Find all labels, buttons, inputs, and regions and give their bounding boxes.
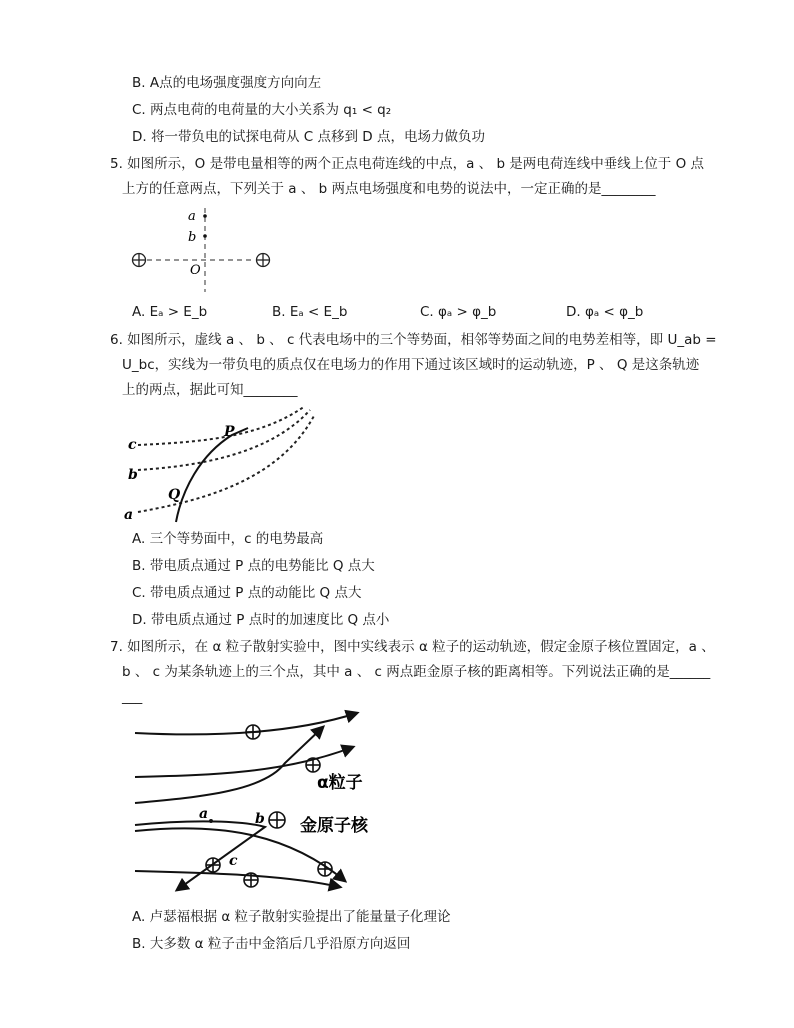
q7-label-nucleus: 金原子核 <box>300 816 368 836</box>
q5-figure <box>125 200 285 300</box>
q5-stem-line1: 5. 如图所示，O 是带电量相等的两个正点电荷连线的中点，a 、 b 是两电荷连线中垂线上位于 O 点 <box>110 156 705 172</box>
q4-option-b: B. A点的电场强度强度方向向左 <box>132 75 322 91</box>
q6-option-d: D. 带电质点通过 P 点时的加速度比 Q 点小 <box>132 612 390 628</box>
q6-stem-line2: U_bc，实线为一带负电的质点仅在电场力的作用下通过该区域时的运动轨迹，P 、 Q 是这条轨迹 <box>122 357 700 373</box>
q5-label-b: b <box>188 230 197 245</box>
q6-label-q: Q <box>168 487 181 503</box>
q6-option-c: C. 带电质点通过 P 点的动能比 Q 点大 <box>132 585 362 601</box>
q7-stem-line3: ___ <box>122 689 143 705</box>
positive-charge-left-icon <box>133 254 146 267</box>
q6-stem-line1: 6. 如图所示，虚线 a 、 b 、 c 代表电场中的三个等势面，相邻等势面之间的电势差相等，即 U_ab = <box>110 332 717 348</box>
q6-label-a: a <box>124 507 134 523</box>
q7-option-a: A. 卢瑟福根据 α 粒子散射实验提出了能量量子化理论 <box>132 909 451 925</box>
q4-option-d: D. 将一带负电的试探电荷从 C 点移到 D 点，电场力做负功 <box>132 129 485 145</box>
q7-label-b: b <box>255 811 265 827</box>
q7-label-c: c <box>229 853 238 869</box>
q6-label-p: P <box>224 424 235 440</box>
q5-option-b: B. Eₐ < E_b <box>272 304 348 320</box>
gold-nucleus-icon <box>206 725 332 887</box>
q7-label-alpha: α粒子 <box>317 773 363 793</box>
q5-option-d: D. φₐ < φ_b <box>566 304 644 320</box>
q7-option-b: B. 大多数 α 粒子击中金箔后几乎沿原方向返回 <box>132 936 411 952</box>
q7-stem-line2: b 、 c 为某条轨迹上的三个点，其中 a 、 c 两点距金原子核的距离相等。下列说法正确的是______ <box>122 664 711 680</box>
q6-option-b: B. 带电质点通过 P 点的电势能比 Q 点大 <box>132 558 375 574</box>
q6-label-c: c <box>128 437 137 453</box>
q4-option-c: C. 两点电荷的电荷量的大小关系为 q₁ < q₂ <box>132 102 392 118</box>
q5-option-c: C. φₐ > φ_b <box>420 304 497 320</box>
q6-label-b: b <box>128 467 138 483</box>
q6-option-a: A. 三个等势面中，c 的电势最高 <box>132 531 324 547</box>
q7-stem-line1: 7. 如图所示，在 α 粒子散射实验中，图中实线表示 α 粒子的运动轨迹，假定金原子核位置固定，a 、 <box>110 639 715 655</box>
q6-stem-line3: 上的两点，据此可知________ <box>122 382 298 398</box>
q7-figure <box>125 705 395 900</box>
q5-label-o: O <box>190 263 201 278</box>
q5-option-a: A. Eₐ > E_b <box>132 304 208 320</box>
q5-stem-line2: 上方的任意两点，下列关于 a 、 b 两点电场强度和电势的说法中，一定正确的是________ <box>122 181 656 197</box>
q7-label-a: a <box>199 806 209 822</box>
q6-figure <box>120 400 330 525</box>
q5-label-a: a <box>188 209 196 224</box>
positive-charge-right-icon <box>257 254 270 267</box>
